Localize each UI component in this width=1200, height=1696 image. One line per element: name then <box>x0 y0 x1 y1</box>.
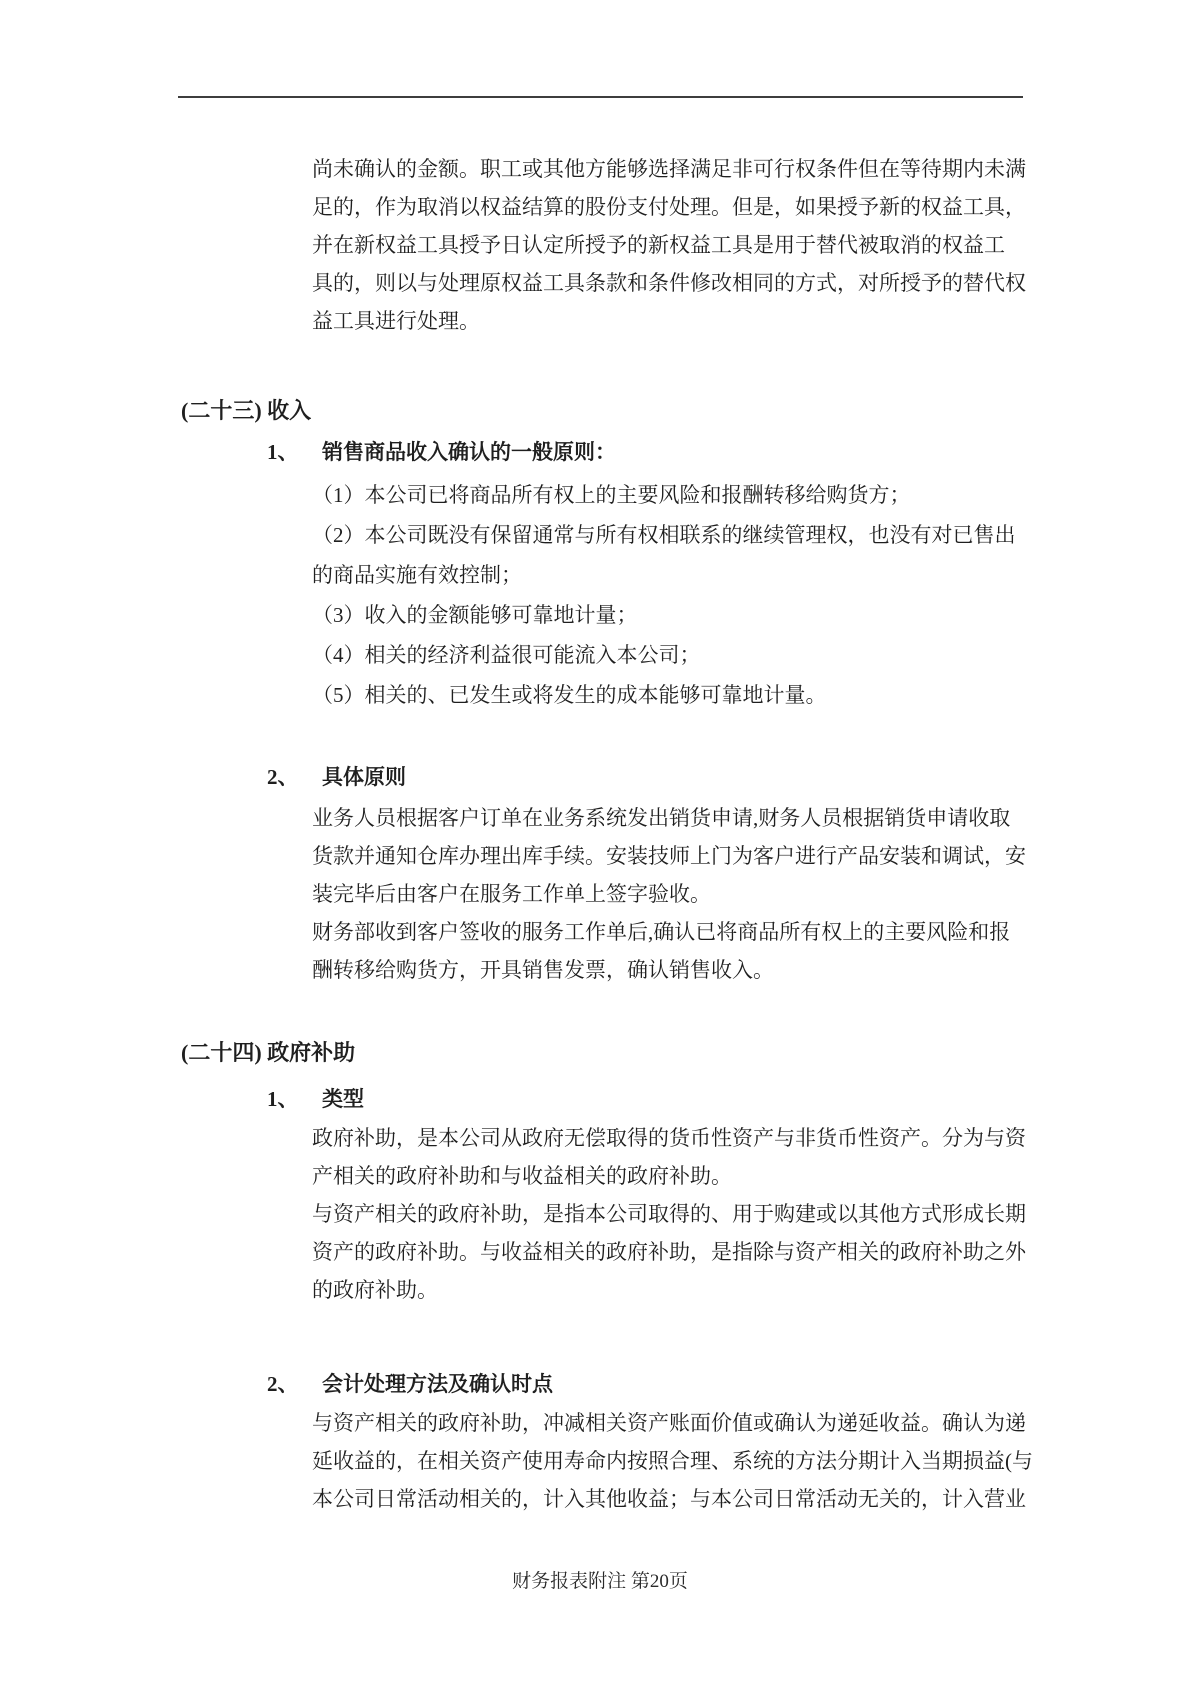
subhead-number: 2、 <box>267 1372 299 1396</box>
text-line: 政府补助，是本公司从政府无偿取得的货币性资产与非货币性资产。分为与资 <box>312 1126 1026 1150</box>
revenue-recognition-list <box>312 475 1028 715</box>
text-line: 并在新权益工具授予日认定所授予的新权益工具是用于替代被取消的权益工 <box>312 233 1005 257</box>
text-line: 尚未确认的金额。职工或其他方能够选择满足非可行权条件但在等待期内未满 <box>312 157 1026 181</box>
text-line: 酬转移给购货方，开具销售发票，确认销售收入。 <box>312 958 774 982</box>
text-line: （4）相关的经济利益很可能流入本公司； <box>312 643 701 667</box>
text-line: 的政府补助。 <box>312 1278 438 1302</box>
text-line: 产相关的政府补助和与收益相关的政府补助。 <box>312 1164 732 1188</box>
intro-paragraph <box>312 150 1024 340</box>
text-line: 装完毕后由客户在服务工作单上签字验收。 <box>312 882 711 906</box>
text-line: （3）收入的金额能够可靠地计量； <box>312 603 638 627</box>
text-line: 货款并通知仓库办理出库手续。安装技师上门为客户进行产品安装和调试，安 <box>312 844 1026 868</box>
text-line: 资产的政府补助。与收益相关的政府补助，是指除与资产相关的政府补助之外 <box>312 1240 1026 1264</box>
text-line: 与资产相关的政府补助，是指本公司取得的、用于购建或以其他方式形成长期 <box>312 1202 1026 1226</box>
header-rule <box>178 96 1023 98</box>
subhead-title: 销售商品收入确认的一般原则： <box>322 440 616 464</box>
subhead-23-1 <box>267 437 616 467</box>
specific-principles-paragraph <box>312 799 1024 989</box>
grant-types-paragraph <box>312 1119 1024 1309</box>
text-line: 财务部收到客户签收的服务工作单后,确认已将商品所有权上的主要风险和报 <box>312 920 1011 944</box>
accounting-treatment-paragraph <box>312 1404 1033 1518</box>
text-line: 延收益的，在相关资产使用寿命内按照合理、系统的方法分期计入当期损益(与 <box>312 1449 1033 1473</box>
page-footer: 财务报表附注 第20页 <box>512 1571 688 1592</box>
subhead-number: 1、 <box>267 1087 299 1111</box>
text-line: 本公司日常活动相关的，计入其他收益；与本公司日常活动无关的，计入营业 <box>312 1487 1026 1511</box>
subhead-24-2 <box>267 1369 553 1399</box>
subhead-title: 具体原则 <box>322 765 406 789</box>
text-line: （2）本公司既没有保留通常与所有权相联系的继续管理权，也没有对已售出 <box>312 523 1016 547</box>
subhead-24-1 <box>267 1084 364 1114</box>
subhead-title: 类型 <box>322 1087 364 1111</box>
text-line: 业务人员根据客户订单在业务系统发出销货申请,财务人员根据销货申请收取 <box>312 806 1011 830</box>
text-line: 与资产相关的政府补助，冲减相关资产账面价值或确认为递延收益。确认为递 <box>312 1411 1026 1435</box>
subhead-title: 会计处理方法及确认时点 <box>322 1372 553 1396</box>
section-heading-23-revenue: (二十三) 收入 <box>181 398 312 423</box>
subhead-number: 2、 <box>267 765 299 789</box>
text-line: 的商品实施有效控制； <box>312 563 522 587</box>
section-heading-24-government-grants: (二十四) 政府补助 <box>181 1040 356 1065</box>
text-line: 足的，作为取消以权益结算的股份支付处理。但是，如果授予新的权益工具， <box>312 195 1026 219</box>
text-line: （5）相关的、已发生或将发生的成本能够可靠地计量。 <box>312 683 827 707</box>
subhead-23-2 <box>267 762 406 792</box>
subhead-number: 1、 <box>267 440 299 464</box>
text-line: （1）本公司已将商品所有权上的主要风险和报酬转移给购货方； <box>312 483 911 507</box>
text-line: 具的，则以与处理原权益工具条款和条件修改相同的方式，对所授予的替代权 <box>312 271 1026 295</box>
text-line: 益工具进行处理。 <box>312 309 480 333</box>
